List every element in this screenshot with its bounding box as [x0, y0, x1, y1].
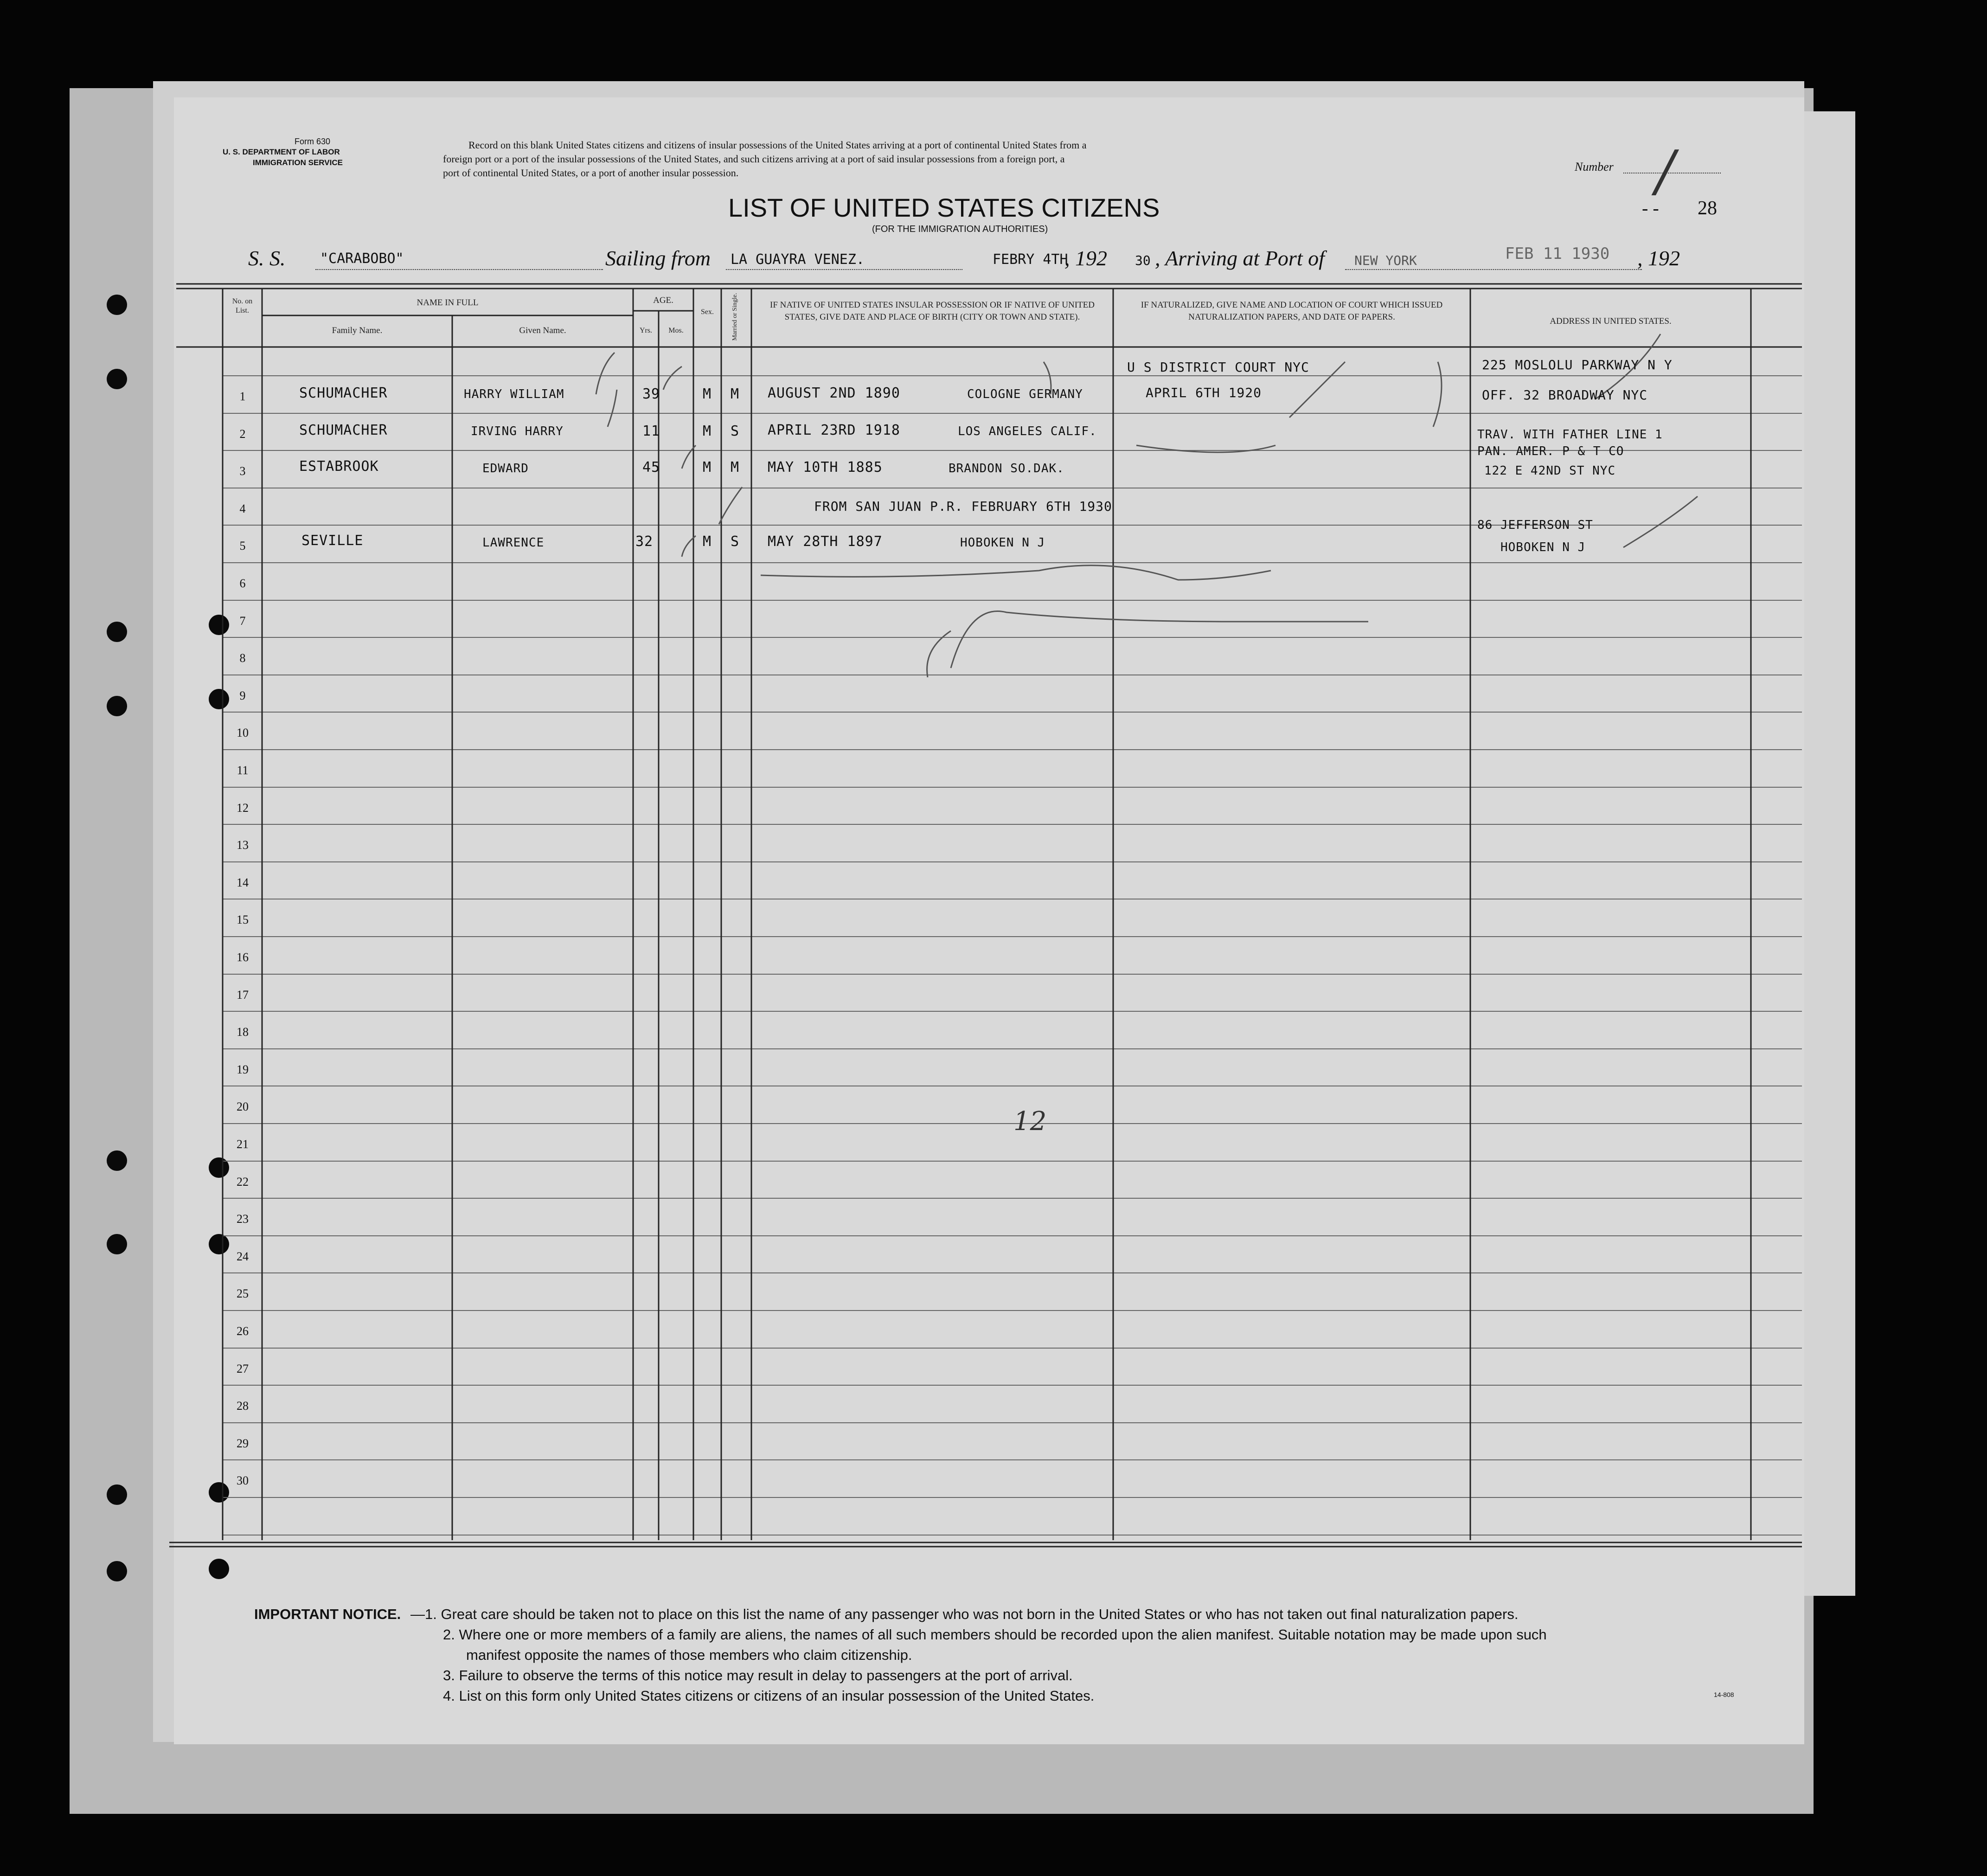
row-number: 22 [237, 1175, 249, 1189]
notice-item-3: 3. Failure to observe the terms of this notice may result in delay to passengers at the port of arrival. [443, 1667, 1073, 1683]
sex-row-3: M [703, 459, 712, 475]
married-row-1: M [731, 386, 740, 402]
col-given-name: Given Name. [519, 326, 566, 335]
sex-row-2: M [703, 423, 712, 439]
birth-place-row-5: HOBOKEN N J [960, 536, 1045, 550]
row-number: 5 [239, 539, 246, 553]
col-native: IF NATIVE OF UNITED STATES INSULAR POSSESSION OR IF NATIVE OF UNITED STATES, GIVE DATE AND PLACE OF BIRTH (CITY OR TOWN AND STATE). [770, 300, 1095, 322]
col-address: ADDRESS IN UNITED STATES. [1550, 316, 1672, 326]
given-name-row-1: HARRY WILLIAM [464, 387, 564, 401]
row-number: 14 [237, 876, 249, 889]
ss-label: S. S. [248, 246, 286, 270]
court-row-2: APRIL 6TH 1920 [1146, 385, 1262, 400]
court-row-1: U S DISTRICT COURT NYC [1127, 360, 1309, 375]
col-no: No. on List. [232, 297, 253, 315]
birth-date-row-5: MAY 28TH 1897 [768, 533, 883, 550]
from-san-juan-line: FROM SAN JUAN P.R. FEBRUARY 6TH 1930 [814, 499, 1112, 514]
birth-place-row-3: BRANDON SO.DAK. [949, 462, 1064, 475]
row-number: 10 [237, 726, 249, 739]
family-name-row-3: ESTABROOK [299, 458, 379, 475]
row-number: 29 [237, 1437, 249, 1450]
row-number: 6 [239, 577, 246, 590]
sex-row-5: M [703, 533, 712, 550]
row-number: 13 [237, 838, 249, 852]
service-label: IMMIGRATION SERVICE [253, 158, 343, 167]
given-name-row-3: EDWARD [482, 462, 529, 475]
address-row-5: 122 E 42ND ST NYC [1484, 464, 1616, 478]
row-number: 23 [237, 1212, 249, 1226]
col-family-name: Family Name. [332, 326, 383, 335]
age-row-3: 45 [642, 459, 660, 475]
row-number: 17 [237, 988, 249, 1002]
port-from: LA GUAYRA VENEZ. [731, 251, 865, 268]
married-row-5: S [731, 533, 740, 550]
form-code: 14-808 [1714, 1691, 1734, 1698]
row-number: 15 [237, 913, 249, 926]
handwritten-count: 12 [1013, 1106, 1047, 1137]
arriving-label: , Arriving at Port of [1155, 246, 1325, 270]
number-label: Number [1575, 160, 1614, 173]
year-prefix: , 192 [1064, 246, 1107, 270]
row-number: 2 [239, 427, 246, 441]
age-row-1: 39 [642, 386, 660, 402]
page-title: LIST OF UNITED STATES CITIZENS [728, 193, 1160, 222]
form-number: Form 630 [295, 137, 331, 146]
page-number-dash: - - [1642, 198, 1659, 218]
address-line-5a: 86 JEFFERSON ST [1477, 518, 1593, 532]
record-text-line-1: Record on this blank United States citizens and citizens of insular possessions of the United States arriving at a port of continental United States from a [468, 139, 1087, 151]
sex-row-1: M [703, 386, 712, 402]
page-subtitle: (FOR THE IMMIGRATION AUTHORITIES) [872, 224, 1048, 234]
row-number: 24 [237, 1250, 249, 1263]
address-line-5b: HOBOKEN N J [1500, 540, 1586, 554]
address-row-4: PAN. AMER. P & T CO [1477, 444, 1624, 458]
row-number: 1 [239, 390, 246, 403]
row-number: 21 [237, 1137, 249, 1151]
age-row-5: 32 [635, 533, 654, 550]
age-row-2: 11 [642, 423, 660, 439]
address-row-2: OFF. 32 BROADWAY NYC [1482, 387, 1648, 403]
col-age: AGE. [653, 296, 673, 305]
row-number: 12 [237, 801, 249, 815]
row-number: 28 [237, 1399, 249, 1413]
birth-place-row-1: COLOGNE GERMANY [967, 387, 1083, 401]
given-name-row-2: IRVING HARRY [471, 424, 564, 438]
family-name-row-2: SCHUMACHER [299, 422, 388, 438]
row-number: 30 [237, 1474, 249, 1487]
ship-name: "CARABOBO" [320, 251, 404, 267]
row-number: 18 [237, 1025, 249, 1039]
record-text-line-2: foreign port or a port of the insular possessions of the United States, and such citizens arriving at a port of said insular possessions from a foreign port, a [443, 153, 1065, 165]
address-row-1: 225 MOSLOLU PARKWAY N Y [1482, 357, 1673, 373]
family-name-row-1: SCHUMACHER [299, 385, 388, 401]
sailing-label: Sailing from [605, 246, 711, 270]
row-number: 16 [237, 951, 249, 964]
given-name-row-5: LAWRENCE [482, 536, 545, 550]
col-married: Married or Single. [731, 293, 738, 341]
row-number: 20 [237, 1100, 249, 1113]
department-label: U. S. DEPARTMENT OF LABOR [223, 148, 340, 156]
notice-item-2-cont: manifest opposite the names of those members who claim citizenship. [466, 1647, 912, 1663]
row-number: 26 [237, 1324, 249, 1338]
birth-date-row-3: MAY 10TH 1885 [768, 459, 883, 475]
col-name-in-full: NAME IN FULL [417, 298, 479, 308]
col-naturalized: IF NATURALIZED, GIVE NAME AND LOCATION OF COURT WHICH ISSUED NATURALIZATION PAPERS, AND DATE OF PAPERS. [1141, 300, 1443, 322]
row-number: 3 [239, 464, 246, 478]
sailing-date: FEBRY 4TH [993, 251, 1068, 268]
row-number: 25 [237, 1287, 249, 1300]
family-name-row-5: SEVILLE [301, 533, 364, 549]
page-number: 28 [1698, 198, 1717, 219]
col-sex: Sex. [701, 308, 714, 316]
year-fill: 30 [1135, 253, 1151, 268]
row-number: 4 [239, 502, 246, 515]
row-number: 8 [239, 651, 246, 665]
birth-date-row-1: AUGUST 2ND 1890 [768, 385, 900, 401]
col-yrs: Yrs. [639, 327, 653, 334]
row-number: 27 [237, 1362, 249, 1375]
address-row-3: TRAV. WITH FATHER LINE 1 [1477, 428, 1663, 442]
port-to: NEW YORK [1354, 253, 1417, 268]
row-number: 9 [239, 689, 246, 702]
row-number: 7 [239, 614, 246, 628]
birth-date-row-2: APRIL 23RD 1918 [768, 422, 900, 438]
handwritten-number-mark: / [1656, 139, 1675, 204]
married-row-2: S [731, 423, 740, 439]
notice-item-4: 4. List on this form only United States citizens or citizens of an insular possession of the United States. [443, 1688, 1095, 1704]
record-text-line-3: port of continental United States, or a port of another insular possession. [443, 167, 739, 179]
notice-item-2: 2. Where one or more members of a family are aliens, the names of all such members should be recorded upon the alien manifest. Suitable notation may be made upon such [443, 1626, 1547, 1643]
row-number: 11 [237, 764, 249, 777]
birth-place-row-2: LOS ANGELES CALIF. [958, 424, 1097, 438]
married-row-3: M [731, 459, 740, 475]
arrival-stamp: FEB 11 1930 [1505, 244, 1610, 263]
notice-item-1: —1. Great care should be taken not to place on this list the name of any passenger who was not born in the United States or who has not taken out final naturalization papers. [410, 1606, 1519, 1622]
notice-heading: IMPORTANT NOTICE. [254, 1606, 401, 1622]
year-suffix: , 192 [1637, 246, 1680, 270]
row-number: 19 [237, 1063, 249, 1076]
col-mos: Mos. [668, 327, 684, 334]
